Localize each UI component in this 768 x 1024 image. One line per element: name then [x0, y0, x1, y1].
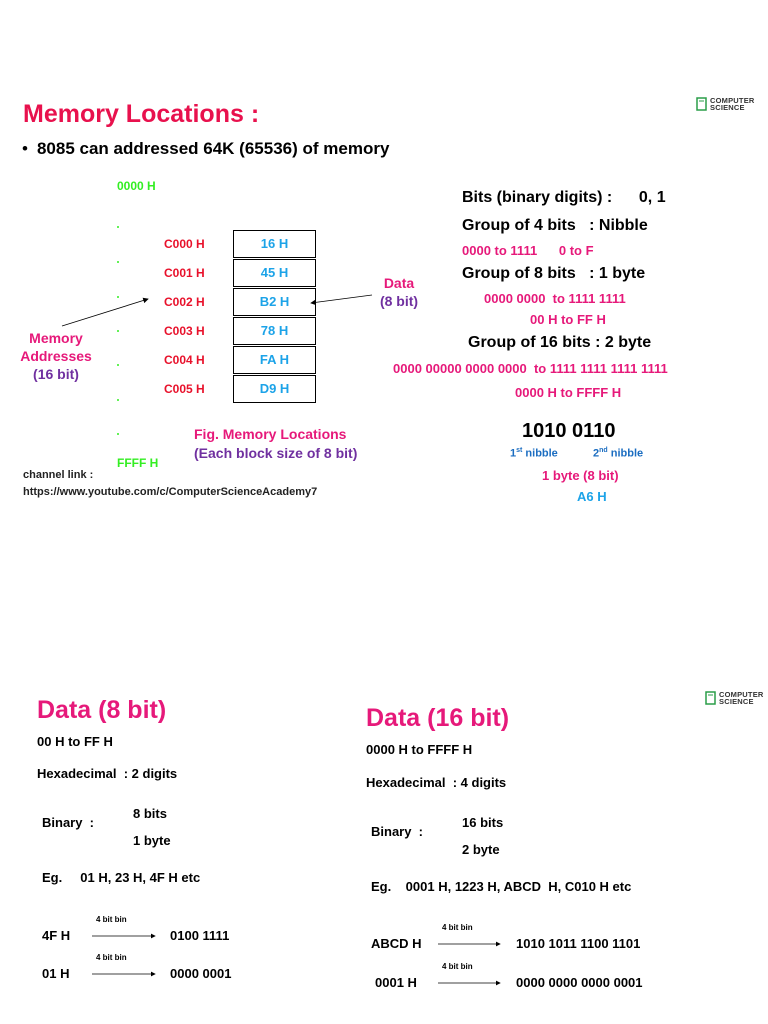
memory-addresses-label — [20, 330, 92, 382]
memory-cell: 45 H — [233, 259, 316, 287]
data-8bit-range: 00 H to FF H — [37, 734, 113, 749]
data-16bit-binary-label: Binary : — [371, 824, 424, 839]
figure-caption-line1: Fig. Memory Locations — [194, 426, 347, 442]
data-pointer-arrow — [311, 295, 372, 303]
memory-cell: B2 H — [233, 288, 316, 316]
byte-range-binary: 0000 0000 to 1111 1111 — [484, 291, 626, 306]
data-8bit-example: Eg. 01 H, 23 H, 4F H etc — [42, 870, 201, 885]
data-8bit-hex-digits: Hexadecimal : 2 digits — [37, 766, 178, 781]
hex-value-label: A6 H — [577, 489, 607, 504]
address-pointer-arrow — [62, 299, 148, 326]
data-16bit-hex-digits: Hexadecimal : 4 digits — [366, 775, 507, 790]
memory-cell: FA H — [233, 346, 316, 374]
memory-cell: D9 H — [233, 375, 316, 403]
word-range-hex: 0000 H to FFFF H — [515, 385, 622, 400]
data-16bit-bytes: 2 byte — [462, 842, 500, 857]
conversion-arrow-label: 4 bit bin — [442, 962, 473, 971]
book-icon — [705, 691, 717, 705]
data-label-line2: (8 bit) — [379, 293, 419, 309]
data-16bit-range: 0000 H to FFFF H — [366, 742, 473, 757]
memory-addresses-line1: Memory — [29, 330, 83, 346]
conversion-from: 4F H — [42, 928, 71, 943]
conversion-to: 1010 1011 1100 1101 — [516, 936, 641, 951]
row-address: C003 H — [164, 324, 205, 338]
data-8bit-bytes: 1 byte — [133, 833, 171, 848]
logo-line2: SCIENCE — [710, 103, 745, 112]
conversion-arrow-label: 4 bit bin — [96, 953, 127, 962]
one-byte-label: 1 byte (8 bit) — [542, 468, 619, 483]
row-address: C005 H — [164, 382, 205, 396]
conversion-arrow-label: 4 bit bin — [96, 915, 127, 924]
row-address: C001 H — [164, 266, 205, 280]
memory-addresses-line2: Addresses — [20, 348, 92, 364]
computer-science-logo — [705, 691, 764, 705]
conversion-from: 01 H — [42, 966, 70, 981]
memory-cell: 78 H — [233, 317, 316, 345]
data-16bit-title: Data (16 bit) — [366, 704, 510, 732]
channel-link-url[interactable]: https://www.youtube.com/c/ComputerScienceAcademy7 — [23, 486, 318, 498]
binary-example: 1010 0110 — [522, 420, 616, 442]
byte-range-hex: 00 H to FF H — [530, 312, 606, 327]
memory-addresses-line3: (16 bit) — [33, 366, 79, 382]
nibble-range: 0000 to 1111 0 to F — [462, 243, 594, 258]
conversion-to: 0100 1111 — [170, 928, 230, 943]
figure-caption-line2: (Each block size of 8 bit) — [194, 445, 358, 461]
conversion-to: 0000 0000 0000 0001 — [516, 975, 643, 990]
nibble-definition: Group of 4 bits : Nibble — [462, 217, 648, 234]
second-nibble-label: 2nd nibble — [593, 447, 644, 460]
conversion-to: 0000 0001 — [170, 966, 232, 981]
memory-cell: 16 H — [233, 230, 316, 258]
logo-line2: SCIENCE — [719, 697, 754, 706]
data-16bit-example: Eg. 0001 H, 1223 H, ABCD H, C010 H etc — [371, 879, 632, 894]
data-label-line1: Data — [383, 275, 415, 291]
logo-line1: COMPUTER — [719, 690, 764, 699]
data-8bit-title: Data (8 bit) — [37, 696, 167, 724]
figure-caption — [194, 426, 357, 461]
conversion-arrow-label: 4 bit bin — [442, 923, 473, 932]
slide1-title: Memory Locations : — [23, 100, 260, 128]
address-start: 0000 H — [117, 179, 156, 193]
row-address: C000 H — [164, 237, 205, 251]
address-end: FFFF H — [117, 456, 159, 470]
row-address: C002 H — [164, 295, 205, 309]
first-nibble-label: 1st nibble — [510, 447, 558, 460]
word-range-binary: 0000 00000 0000 0000 to 1111 1111 1111 1111 — [393, 361, 668, 376]
conversion-from: 0001 H — [375, 975, 417, 990]
channel-link-label: channel link : — [23, 469, 94, 481]
data-label — [370, 275, 428, 309]
word-definition: Group of 16 bits : 2 byte — [468, 334, 652, 351]
data-16bit-bits: 16 bits — [462, 815, 504, 830]
bullet-item: • 8085 can addressed 64K (65536) of memory — [22, 139, 390, 158]
row-address: C004 H — [164, 353, 205, 367]
logo-line1: COMPUTER — [710, 96, 755, 105]
bits-definition: Bits (binary digits) : 0, 1 — [462, 189, 666, 206]
bullet-text: 8085 can addressed 64K (65536) of memory — [36, 139, 390, 158]
byte-definition: Group of 8 bits : 1 byte — [462, 265, 646, 282]
conversion-from: ABCD H — [371, 936, 422, 951]
conversion-arrows — [0, 900, 768, 1000]
data-8bit-bits: 8 bits — [133, 806, 167, 821]
data-8bit-binary-label: Binary : — [42, 815, 95, 830]
